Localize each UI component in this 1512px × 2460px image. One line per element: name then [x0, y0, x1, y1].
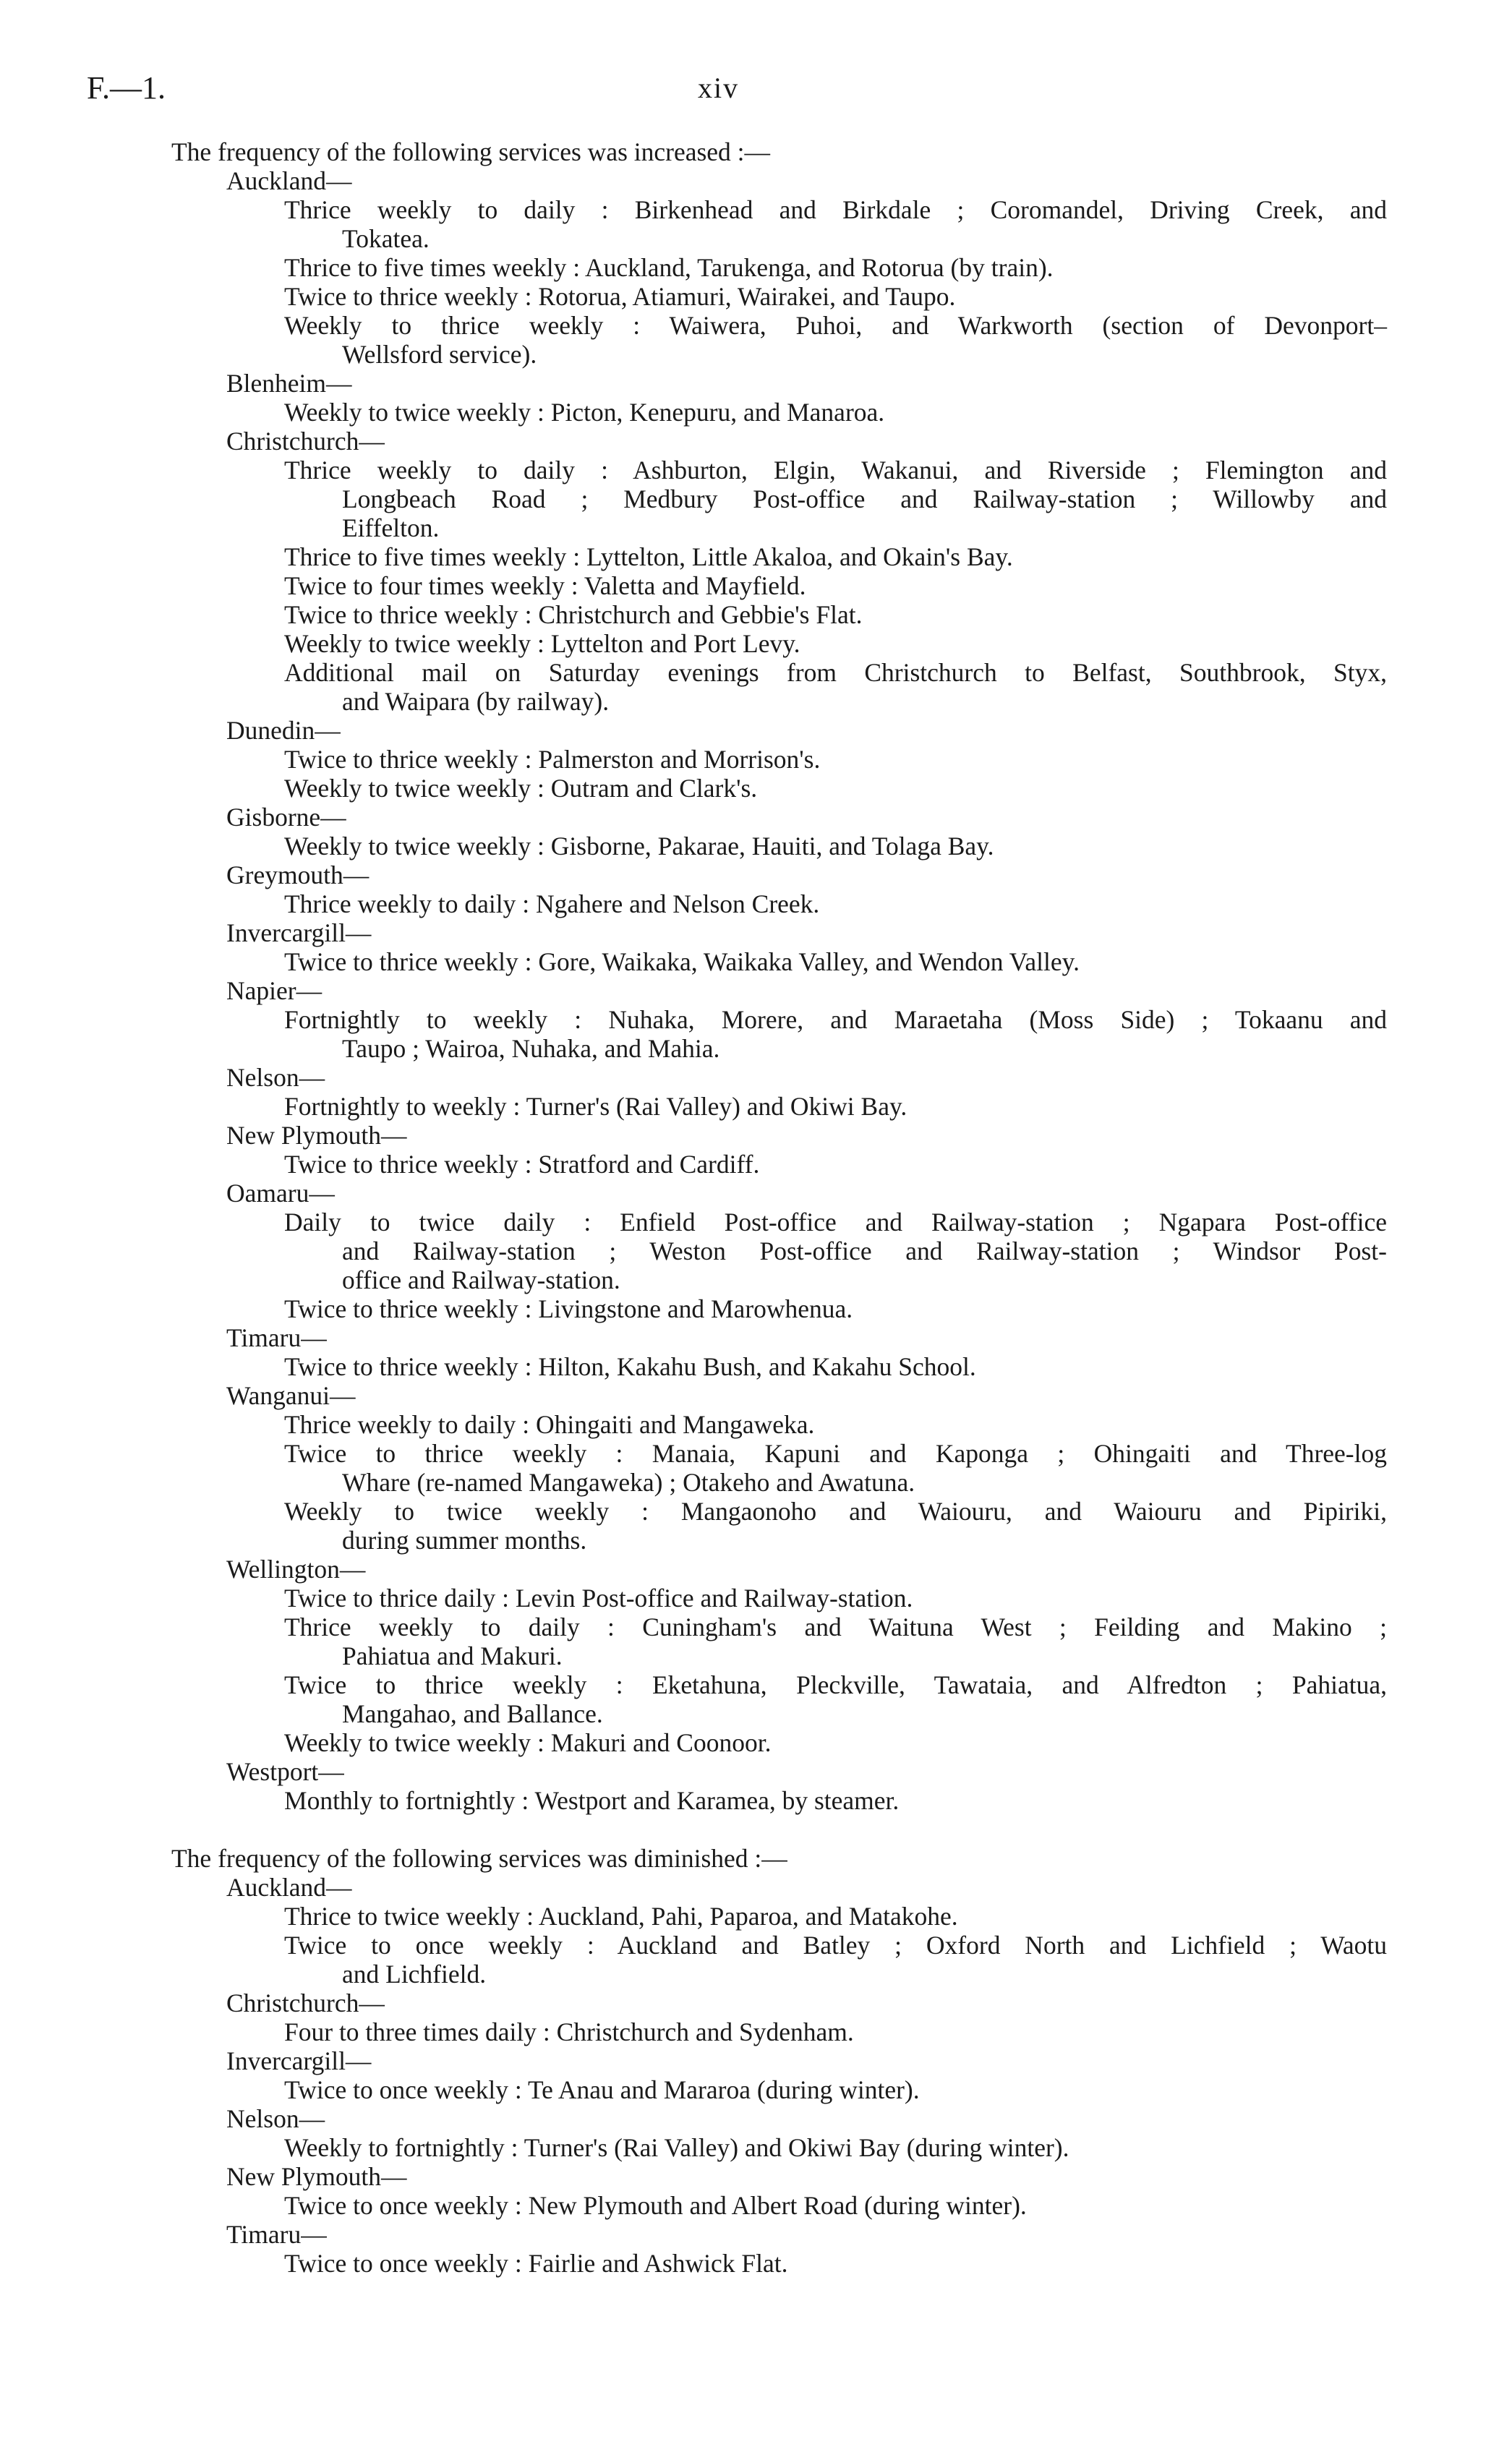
- service-entry: [284, 2075, 1387, 2104]
- increased-intro: The frequency of the following services was increased :—: [171, 137, 771, 166]
- region-heading: Timaru—: [226, 2220, 327, 2249]
- entry-line: Four to three times daily : Christchurch and Sydenham.: [284, 2017, 854, 2046]
- region-heading: Nelson—: [226, 2104, 325, 2133]
- entry-line: Wellsford service).: [342, 340, 537, 369]
- service-entry: [284, 456, 1387, 542]
- entry-line: Twice to four times weekly : Valetta and Mayfield.: [284, 571, 806, 600]
- entry-line: Thrice weekly to daily : Birkenhead and Birkdale ; Coromandel, Driving Creek, and: [284, 195, 1387, 224]
- service-entry: [284, 1728, 1387, 1757]
- entry-line: Taupo ; Wairoa, Nuhaka, and Mahia.: [342, 1034, 720, 1063]
- service-entry: [284, 1208, 1387, 1294]
- service-entry: [284, 600, 1387, 629]
- service-entry: [284, 1410, 1387, 1439]
- entry-line: Twice to once weekly : Auckland and Batley ; Oxford North and Lichfield ; Waotu: [284, 1931, 1387, 1960]
- document-body: [0, 137, 1512, 2278]
- region-heading: New Plymouth—: [226, 2162, 407, 2191]
- service-entry: [284, 1439, 1387, 1497]
- entry-line: Twice to once weekly : Te Anau and Mararoa (during winter).: [284, 2075, 920, 2104]
- entry-line: Twice to thrice weekly : Christchurch and Gebbie's Flat.: [284, 600, 863, 629]
- entry-line: Eiffelton.: [342, 513, 440, 542]
- entry-line: Weekly to thrice weekly : Waiwera, Puhoi, and Warkworth (section of Devonport–: [284, 311, 1387, 340]
- entry-line: Thrice weekly to daily : Ngahere and Nelson Creek.: [284, 889, 820, 918]
- entry-line: Thrice weekly to daily : Ohingaiti and Mangaweka.: [284, 1410, 815, 1439]
- region-heading: Invercargill—: [226, 2046, 372, 2075]
- service-entry: [284, 629, 1387, 658]
- diminished-services: [0, 1873, 1512, 2278]
- entry-line: Twice to thrice weekly : Rotorua, Atiamuri, Wairakei, and Taupo.: [284, 282, 956, 311]
- entry-line: Thrice to twice weekly : Auckland, Pahi, Paparoa, and Matakohe.: [284, 1902, 958, 1931]
- entry-line: Mangahao, and Ballance.: [342, 1699, 603, 1728]
- entry-line: Weekly to fortnightly : Turner's (Rai Valley) and Okiwi Bay (during winter).: [284, 2133, 1069, 2162]
- service-entry: [284, 832, 1387, 860]
- service-entry: [284, 282, 1387, 311]
- entry-line: and Waipara (by railway).: [342, 687, 610, 716]
- entry-line: Weekly to twice weekly : Gisborne, Pakarae, Hauiti, and Tolaga Bay.: [284, 832, 994, 860]
- region-heading: Napier—: [226, 976, 323, 1005]
- entry-line: and Lichfield.: [342, 1960, 487, 1989]
- region-heading: New Plymouth—: [226, 1121, 407, 1150]
- page-number: xiv: [698, 72, 740, 104]
- region-heading: Oamaru—: [226, 1179, 335, 1208]
- entry-line: Additional mail on Saturday evenings from Christchurch to Belfast, Southbrook, Styx,: [284, 658, 1387, 687]
- entry-line: Twice to once weekly : New Plymouth and Albert Road (during winter).: [284, 2191, 1027, 2220]
- service-entry: [284, 1584, 1387, 1613]
- entry-line: Twice to thrice weekly : Palmerston and Morrison's.: [284, 745, 821, 774]
- service-entry: [284, 542, 1387, 571]
- entry-line: Twice to thrice weekly : Manaia, Kapuni and Kaponga ; Ohingaiti and Three-log: [284, 1439, 1387, 1468]
- entry-line: Fortnightly to weekly : Turner's (Rai Valley) and Okiwi Bay.: [284, 1092, 907, 1121]
- entry-line: Thrice weekly to daily : Ashburton, Elgin, Wakanui, and Riverside ; Flemington and: [284, 456, 1387, 484]
- entry-line: office and Railway-station.: [342, 1265, 620, 1294]
- service-entry: [284, 1150, 1387, 1179]
- entry-line: Thrice to five times weekly : Auckland, Tarukenga, and Rotorua (by train).: [284, 253, 1054, 282]
- entry-line: and Railway-station ; Weston Post-office and Railway-station ; Windsor Post-: [342, 1237, 1387, 1265]
- entry-line: Pahiatua and Makuri.: [342, 1641, 563, 1670]
- entry-line: Daily to twice daily : Enfield Post-office and Railway-station ; Ngapara Post-office: [284, 1208, 1387, 1237]
- region-heading: Nelson—: [226, 1063, 325, 1092]
- region-heading: Christchurch—: [226, 427, 385, 456]
- entry-line: Thrice to five times weekly : Lyttelton, Little Akaloa, and Okain's Bay.: [284, 542, 1013, 571]
- entry-line: Twice to thrice weekly : Gore, Waikaka, Waikaka Valley, and Wendon Valley.: [284, 947, 1080, 976]
- region-heading: Timaru—: [226, 1323, 327, 1352]
- service-entry: [284, 774, 1387, 803]
- entry-line: Twice to once weekly : Fairlie and Ashwick Flat.: [284, 2249, 788, 2278]
- service-entry: [284, 745, 1387, 774]
- service-entry: [284, 2017, 1387, 2046]
- region-heading: Auckland—: [226, 1873, 352, 1902]
- entry-line: Whare (re-named Mangaweka) ; Otakeho and Awatuna.: [342, 1468, 915, 1497]
- entry-line: Weekly to twice weekly : Lyttelton and Port Levy.: [284, 629, 800, 658]
- service-entry: [284, 2133, 1387, 2162]
- service-entry: [284, 195, 1387, 253]
- entry-line: Fortnightly to weekly : Nuhaka, Morere, and Maraetaha (Moss Side) ; Tokaanu and: [284, 1005, 1387, 1034]
- entry-line: Twice to thrice weekly : Hilton, Kakahu Bush, and Kakahu School.: [284, 1352, 976, 1381]
- service-entry: [284, 1294, 1387, 1323]
- service-entry: [284, 2191, 1387, 2220]
- region-heading: Auckland—: [226, 166, 352, 195]
- service-entry: [284, 1092, 1387, 1121]
- service-entry: [284, 1613, 1387, 1670]
- service-entry: [284, 2249, 1387, 2278]
- entry-line: Monthly to fortnightly : Westport and Karamea, by steamer.: [284, 1786, 900, 1815]
- service-entry: [284, 1352, 1387, 1381]
- entry-line: Longbeach Road ; Medbury Post-office and Railway-station ; Willowby and: [342, 484, 1387, 513]
- region-heading: Wanganui—: [226, 1381, 356, 1410]
- entry-line: Twice to thrice daily : Levin Post-office and Railway-station.: [284, 1584, 913, 1613]
- entry-line: Twice to thrice weekly : Eketahuna, Pleckville, Tawataia, and Alfredton ; Pahiatua,: [284, 1670, 1387, 1699]
- service-entry: [284, 571, 1387, 600]
- diminished-intro: The frequency of the following services was diminished :—: [171, 1844, 787, 1873]
- entry-line: Weekly to twice weekly : Makuri and Coonoor.: [284, 1728, 772, 1757]
- region-heading: Dunedin—: [226, 716, 341, 745]
- region-heading: Gisborne—: [226, 803, 346, 832]
- service-entry: [284, 1670, 1387, 1728]
- service-entry: [284, 658, 1387, 716]
- service-entry: [284, 947, 1387, 976]
- service-entry: [284, 398, 1387, 427]
- service-entry: [284, 311, 1387, 369]
- service-entry: [284, 1902, 1387, 1931]
- service-entry: [284, 253, 1387, 282]
- region-heading: Westport—: [226, 1757, 344, 1786]
- region-heading: Wellington—: [226, 1555, 366, 1584]
- service-entry: [284, 1786, 1387, 1815]
- document-reference: F.—1.: [87, 70, 166, 106]
- region-heading: Invercargill—: [226, 918, 372, 947]
- increased-services: [0, 166, 1512, 1815]
- entry-line: Weekly to twice weekly : Outram and Clark's.: [284, 774, 758, 803]
- entry-line: Weekly to twice weekly : Mangaonoho and Waiouru, and Waiouru and Pipiriki,: [284, 1497, 1387, 1526]
- region-heading: Blenheim—: [226, 369, 352, 398]
- entry-line: Weekly to twice weekly : Picton, Kenepuru, and Manaroa.: [284, 398, 885, 427]
- entry-line: Thrice weekly to daily : Cuningham's and Waituna West ; Feilding and Makino ;: [284, 1613, 1387, 1641]
- region-heading: Christchurch—: [226, 1989, 385, 2017]
- entry-line: Twice to thrice weekly : Stratford and Cardiff.: [284, 1150, 760, 1179]
- service-entry: [284, 1931, 1387, 1989]
- service-entry: [284, 1497, 1387, 1555]
- entry-line: Twice to thrice weekly : Livingstone and Marowhenua.: [284, 1294, 853, 1323]
- region-heading: Greymouth—: [226, 860, 370, 889]
- service-entry: [284, 889, 1387, 918]
- service-entry: [284, 1005, 1387, 1063]
- entry-line: during summer months.: [342, 1526, 587, 1555]
- entry-line: Tokatea.: [342, 224, 430, 253]
